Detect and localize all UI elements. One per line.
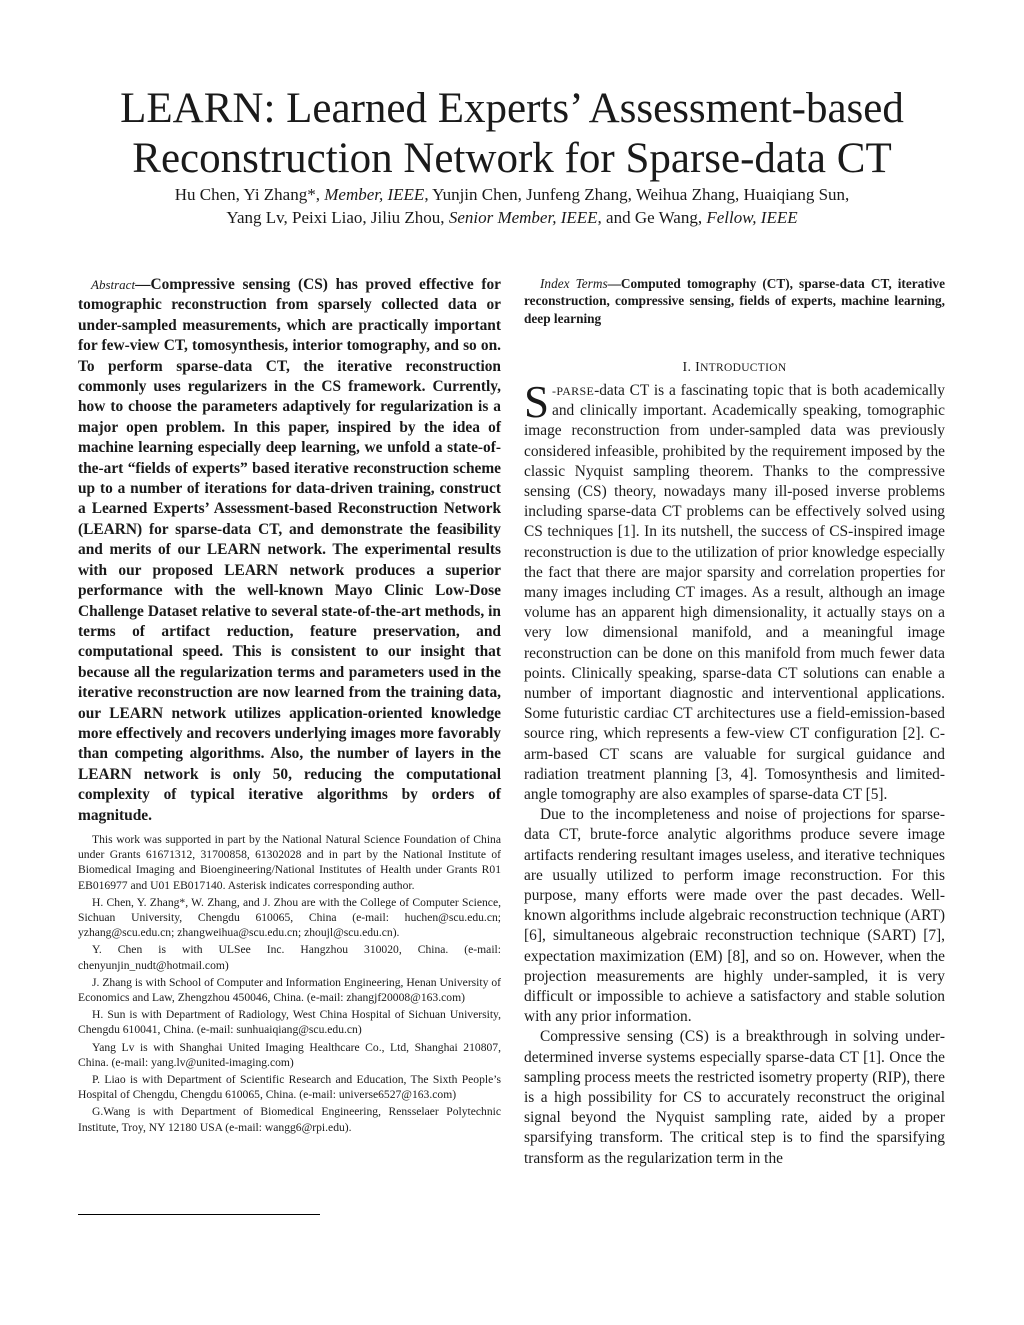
author-names: Yang Lv, Peixi Liao, Jiliu Zhou, [226, 208, 449, 227]
abstract [78, 275, 501, 826]
author-names: Hu Chen, Yi Zhang*, [174, 185, 325, 204]
section-number: I. [682, 359, 696, 375]
paper-title [60, 84, 964, 184]
footnote-affiliation: Y. Chen is with ULSee Inc. Hangzhou 310020, China. (e-mail: chenyunjin_nudt@hotmail.com) [78, 943, 501, 972]
introduction-body [524, 376, 945, 1169]
author-membership: Fellow, IEEE [706, 208, 798, 227]
footnote-funding: This work was supported in part by the National Natural Science Foundation of China under Grants 61671312, 31700858, 61302028 and in part by the National Institute of Biomedical Imaging and Bioengineering/National Institutes of Health under Grants R01 EB016977 and U01 EB017140. Asterisk indicates corresponding author. [78, 832, 501, 892]
author-list [60, 183, 964, 229]
author-membership: Member, IEEE [324, 185, 425, 204]
footnotes [78, 832, 501, 1135]
footnote-affiliation: J. Zhang is with School of Computer and Information Engineering, Henan University of Economics and Law, Zhengzhou 450046, China. (e-mail: zhangjf20008@163.com) [78, 975, 501, 1004]
author-names: , and Ge Wang, [597, 208, 707, 227]
intro-paragraph-2: Due to the incompleteness and noise of projections for sparse-data CT, brute-force analytic algorithms produce severe image artifacts rendering resultant images useless, and iterative techniques are usually utilized to perform image reconstruction. For this purpose, many efforts were made over the past decades. Well-known algorithms include algebraic reconstruction technique (ART) [6], simultaneous algebraic reconstruction technique (SART) [7], expectation maximization (EM) [8], and so on. However, when the projection measurements are highly under-sampled, it is very difficult or impossible to achieve a satisfactory and stable solution with any prior information. [524, 806, 945, 1026]
index-terms [524, 275, 945, 327]
abstract-label: Abstract [91, 277, 136, 292]
footnote-affiliation: G.Wang is with Department of Biomedical Engineering, Rensselaer Polytechnic Institute, Troy, NY 12180 USA (e-mail: wangg6@rpi.edu). [78, 1105, 501, 1134]
abstract-text: —Compressive sensing (CS) has proved effective for tomographic reconstruction from sparsely collected data or under-sampled measurements, which are practically important for few-view CT, tomosynthesis, interior tomography, and so on. To perform sparse-data CT, the iterative reconstruction commonly uses regularizers in the CS framework. Currently, how to choose the parameters adaptively for regularization is a major open problem. In this paper, inspired by the idea of machine learning especially deep learning, we unfold a state-of-the-art “fields of experts” based iterative reconstruction scheme up to a number of iterations for data-driven training, construct a Learned Experts’ Assessment-based Reconstruction Network (LEARN) for sparse-data CT, and demonstrate the feasibility and merits of our LEARN network. The experimental results with our proposed LEARN network produces a superior performance with the well-known Mayo Clinic Low-Dose Challenge Dataset relative to several state-of-the-art methods, in terms of artifact reduction, feature preservation, and computational speed. This is consistent to our insight that because all the regularization terms and parameters used in the iterative reconstruction are now learned from the training data, our LEARN network utilizes application-oriented knowledge more effectively and recovers underlying images more favorably than competing algorithms. Also, the number of layers in the LEARN network is only 50, reducing the computational complexity of typical iterative algorithms by orders of magnitude. [78, 276, 501, 824]
right-column [524, 275, 945, 1169]
footnote-affiliation: Yang Lv is with Shanghai United Imaging Healthcare Co., Ltd, Shanghai 210807, China. (e-mail: yang.lv@united-imaging.com) [78, 1040, 501, 1069]
index-terms-text: —Computed tomography (CT), sparse-data CT, iterative reconstruction, compressive sensing, fields of experts, machine learning, deep learning [524, 276, 945, 326]
footnote-affiliation: H. Sun is with Department of Radiology, West China Hospital of Sichuan University, Chengdu 610041, China. (e-mail: sunhuaiqiang@scu.edu.cn) [78, 1008, 501, 1037]
section-title-rest: NTRODUCTION [700, 361, 787, 374]
author-membership: Senior Member, IEEE [448, 208, 598, 227]
section-title-initial: I [695, 359, 701, 375]
drop-cap: S [524, 376, 550, 427]
title-line-2: Reconstruction Network for Sparse-data CT [132, 135, 892, 182]
author-line-2 [60, 206, 964, 229]
footnote-affiliation: P. Liao is with Department of Scientific Research and Education, The Sixth People’s Hospital of Chengdu, Chengdu 610065, China. (e-mail: universe6527@163.com) [78, 1073, 501, 1102]
title-line-1: LEARN: Learned Experts’ Assessment-based [120, 85, 904, 132]
section-heading-introduction [524, 360, 945, 376]
author-names: , Yunjin Chen, Junfeng Zhang, Weihua Zhang, Huaiqiang Sun, [424, 185, 850, 204]
intro-paragraph-3: Compressive sensing (CS) is a breakthrough in solving under-determined inverse systems especially sparse-data CT [1]. Once the sampling process meets the restricted isometry property (RIP), there is a high possibility for CS to accurately reconstruct the original signal beyond the Nyquist sampling rate, aided by a proper sparsifying transform. The critical step is to find the sparsifying transform as the regularization term in the [524, 1028, 945, 1167]
left-column [78, 275, 501, 1137]
intro-smallcaps: -PARSE [552, 383, 595, 398]
intro-paragraph-1 [524, 376, 945, 805]
footnote-divider [78, 1214, 320, 1215]
index-terms-label: Index Terms [540, 276, 608, 291]
author-line-1 [60, 183, 964, 206]
intro-paragraph-1-text: -data CT is a fascinating topic that is both academically and clinically important. Academically speaking, tomographic image reconstruction from under-sampled data was previously considered infeasible, prohibited by the requirement imposed by the classic Nyquist sampling theorem. Thanks to the compressive sensing (CS) theory, nowadays many ill-posed inverse problems including sparse-data CT problems can be effectively solved using CS techniques [1]. In its nutshell, the success of CS-inspired image reconstruction is due to the utilization of prior knowledge especially the fact that there are major sparsity and correlation properties for many images including CT images. As a result, although an image volume has an apparent high dimensionality, it actually stays on a very low dimensional manifold, and a meaningful image reconstruction can be done on this manifold from much fewer data points. Clinically speaking, sparse-data CT solutions can enable a number of important diagnostic and interventional applications. Some futuristic cardiac CT architectures use a field-emission-based source ring, which represents a few-view CT configuration [2]. C-arm-based CT scans are valuable for surgical guidance and radiation treatment planning [3, 4]. Tomosynthesis and limited-angle tomography are also examples of sparse-data CT [5]. [524, 381, 945, 803]
footnote-affiliation: H. Chen, Y. Zhang*, W. Zhang, and J. Zhou are with the College of Computer Science, Sichuan University, Chengdu 610065, China (e-mail: huchen@scu.edu.cn; yzhang@scu.edu.cn; zhangweihua@scu.edu.cn; zhoujl@scu.edu.cn). [78, 895, 501, 940]
